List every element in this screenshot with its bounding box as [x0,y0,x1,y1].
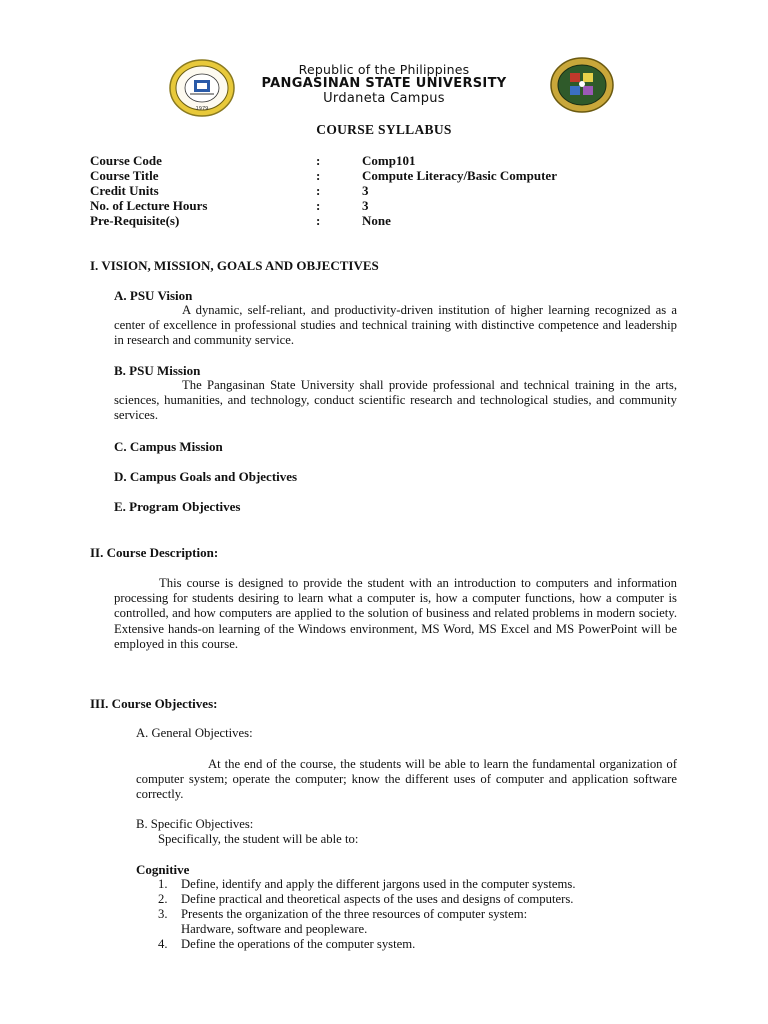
course-info-label: Credit Units [90,183,159,198]
university-name: PANGASINAN STATE UNIVERSITY [261,76,507,91]
general-objectives-title: A. General Objectives: [136,726,253,740]
seal-year: 1979 [195,106,209,112]
campus-name: Urdaneta Campus [323,91,445,106]
course-info-label: Course Code [90,153,162,168]
course-info-value: None [362,213,391,228]
psu-mission-text: The Pangasinan State University shall provide professional and technical training in the arts, sciences, humanities, and technology, conduct scientific research and technological studies, and community services. [114,378,677,423]
list-item: Define the operations of the computer system. [181,937,416,951]
list-item-continuation: Hardware, software and peopleware. [181,922,368,936]
campus-mission-title: C. Campus Mission [114,439,223,454]
course-info-label: No. of Lecture Hours [90,198,208,213]
course-description-text: This course is designed to provide the student with an introduction to computers and information processing for students desiring to learn what a computer is, how a computer functions, how a computer is controlled, and how computers are applied to the solution of business and related problems in modern society. Extensive hands-on learning of the Windows environment, MS Word, MS Excel and MS PowerPoint will be employed in this course. [114,576,677,651]
course-info-value: 3 [362,183,369,198]
section-1-title: I. VISION, MISSION, GOALS AND OBJECTIVES [90,258,379,273]
section-3-title: III. Course Objectives: [90,696,218,711]
course-info-value: 3 [362,198,369,213]
course-info-sep: : [316,153,321,168]
course-info-sep: : [316,168,321,183]
course-info-label: Pre-Requisite(s) [90,213,180,228]
general-objectives-text: At the end of the course, the students will be able to learn the fundamental organization of computer system; operate the computer; know the different uses of computer and application software correctly. [136,757,677,802]
specific-objectives-title: B. Specific Objectives: [136,817,254,831]
list-item: Define, identify and apply the different jargons used in the computer systems. [181,877,576,891]
republic-line: Republic of the Philippines [298,62,470,77]
program-objectives-title: E. Program Objectives [114,499,241,514]
list-item: Presents the organization of the three resources of computer system: [181,907,528,921]
psu-vision-title: A. PSU Vision [114,288,193,303]
cognitive-title: Cognitive [136,862,190,877]
psu-vision-text: A dynamic, self-reliant, and productivity-driven institution of higher learning recognized as a center of excellence in professional studies and technical training with distinctive competence and leadership in research and community service. [114,303,677,348]
specific-objectives-sub: Specifically, the student will be able to: [158,832,359,846]
psu-mission-title: B. PSU Mission [114,363,201,378]
section-2-title: II. Course Description: [90,545,219,560]
course-info-sep: : [316,198,321,213]
list-item: Define practical and theoretical aspects of the uses and designs of computers. [181,892,574,906]
course-info-sep: : [316,213,321,228]
course-info-value: Comp101 [362,153,416,168]
document-title: COURSE SYLLABUS [316,122,452,137]
course-info-label: Course Title [90,168,159,183]
course-info-value: Compute Literacy/Basic Computer [362,168,557,183]
list-item-number: 4. [158,937,168,951]
list-item-number: 3. [158,907,168,921]
course-info-sep: : [316,183,321,198]
list-item-number: 2. [158,892,168,906]
campus-goals-title: D. Campus Goals and Objectives [114,469,298,484]
list-item-number: 1. [158,877,168,891]
